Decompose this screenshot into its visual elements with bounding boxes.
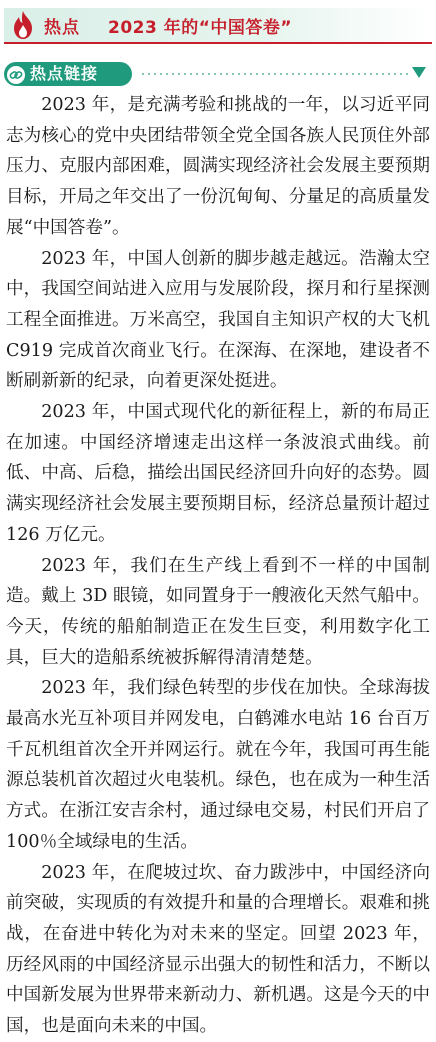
triangle-down-icon (412, 67, 426, 78)
paragraph: 2023 年，我们在生产线上看到不一样的中国制造。戴上 3D 眼镜，如同置身于一艘液化天然气船中。今天，传统的船舶制造正在发生巨变，利用数字化工具，巨大的造船系统被拆解得清清楚楚。 (6, 555, 430, 668)
section-pill (4, 62, 132, 86)
flame-icon (8, 9, 38, 41)
dotted-divider (140, 73, 410, 75)
paragraph: 2023 年，中国式现代化的新征程上，新的布局正在加速。中国经济增速走出这样一条波浪式曲线。前低、中高、后稳，描绘出国民经济回升向好的态势。圆满实现经济社会发展主要预期目标，经济总量预计超过 126 万亿元。 (6, 402, 430, 545)
header-banner (4, 8, 432, 44)
paragraph: 2023 年，中国人创新的脚步越走越远。浩瀚太空中，我国空间站进入应用与发展阶段，探月和行星探测工程全面推进。万米高空，我国自主知识产权的大飞机 C919 完成首次商业飞行。在深海、在深地，建设者不断刷新新的纪录，向着更深处挺进。 (6, 248, 430, 392)
paragraph: 2023 年，在爬坡过坎、奋力跋涉中，中国经济向前突破，实现质的有效提升和量的合理增长。艰难和挑战，在奋进中转化为对未来的坚定。回望 2023 年，历经风雨的中国经济显示出强大的韧性和活力，不断以中国新发展为世界带来新动力、新机遇。这是今天的中国，也是面向未来的中国。 (6, 862, 430, 1037)
header-tag: 热点 (44, 18, 80, 38)
section-heading (4, 60, 430, 88)
section-label: 热点链接 (30, 64, 99, 83)
paragraph: 2023 年，我们绿色转型的步伐在加快。全球海拔最高水光互补项目并网发电，白鹤滩水电站 16 台百万千瓦机组首次全开并网运行。就在今年，我国可再生能源总装机首次超过火电装机。绿色，也在成为一种生活方式。在浙江安吉余村，通过绿电交易，村民们开启了 100％全域绿电的生活。 (6, 678, 430, 852)
paragraph: 2023 年，是充满考验和挑战的一年，以习近平同志为核心的党中央团结带领全党全国各族人民顶住外部压力、克服内部困难，圆满实现经济社会发展主要预期目标，开局之年交出了一份沉甸甸、分量足的高质量发展“中国答卷”。 (6, 95, 430, 238)
article-body (6, 90, 430, 1042)
header-title: 2023 年的“中国答卷” (108, 18, 293, 38)
link-icon (6, 65, 26, 85)
